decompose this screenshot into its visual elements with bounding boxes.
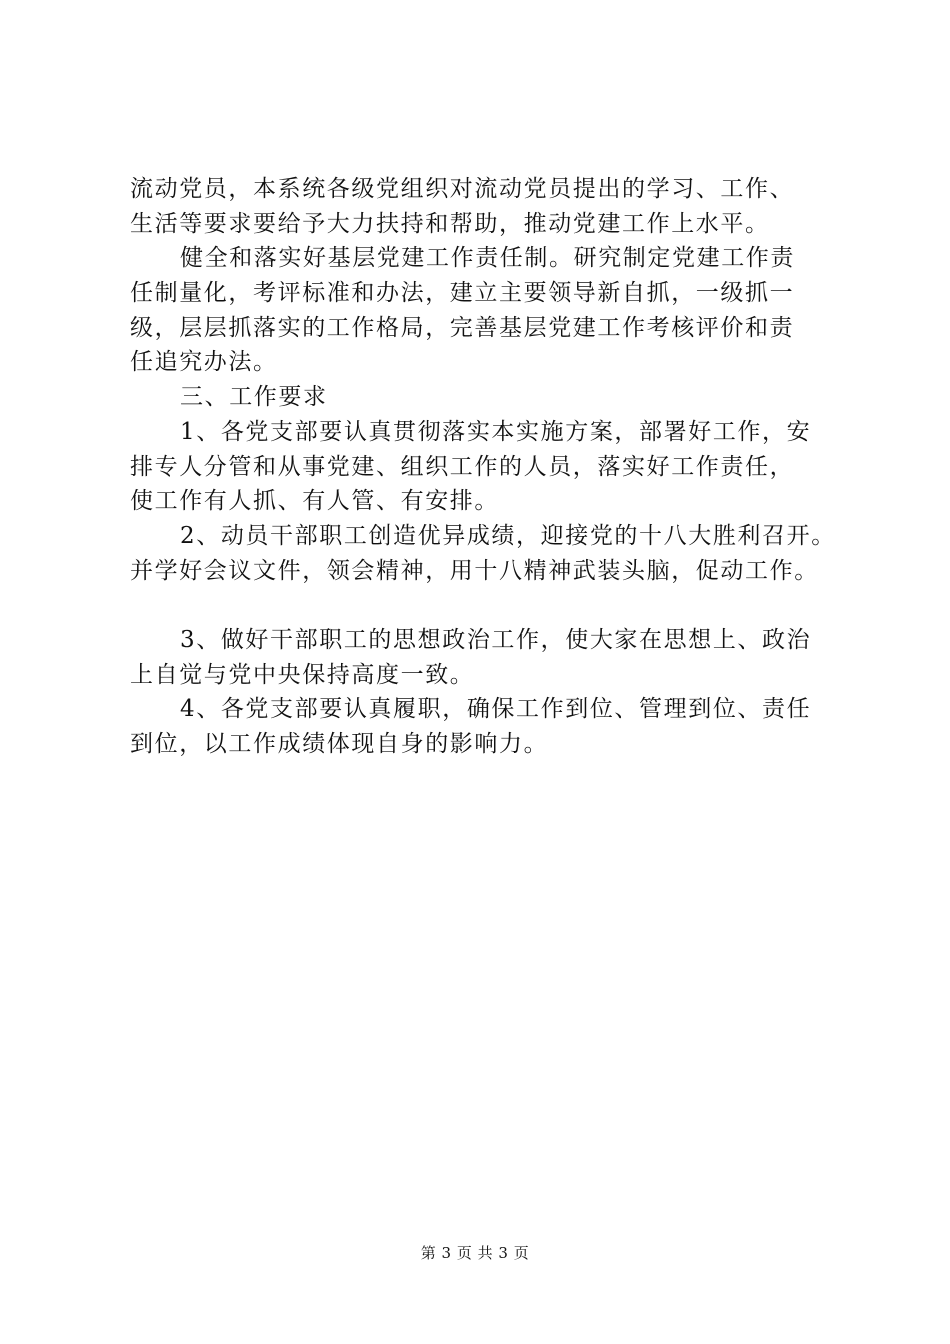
section-heading: 三、工作要求 (180, 384, 328, 411)
list-item-2-line: 2、动员干部职工创造优异成绩，迎接党的十八大胜利召开。 (180, 522, 836, 549)
text-line: 任制量化，考评标准和办法，建立主要领导新自抓，一级抓一 (130, 280, 795, 307)
list-item-3-line: 3、做好干部职工的思想政治工作，使大家在思想上、政治 (180, 626, 812, 653)
text-line: 级，层层抓落实的工作格局，完善基层党建工作考核评价和责 (130, 314, 795, 341)
text-line: 排专人分管和从事党建、组织工作的人员，落实好工作责任， (130, 453, 795, 480)
text-line: 使工作有人抓、有人管、有安排。 (130, 488, 499, 515)
text-line: 生活等要求要给予大力扶持和帮助，推动党建工作上水平。 (130, 210, 770, 237)
list-item-1-line: 1、各党支部要认真贯彻落实本实施方案，部署好工作，安 (180, 418, 812, 445)
page-number-footer: 第 3 页 共 3 页 (420, 1244, 530, 1262)
text-line: 流动党员，本系统各级党组织对流动党员提出的学习、工作、 (130, 176, 795, 202)
paragraph-start-line: 健全和落实好基层党建工作责任制。研究制定党建工作责 (180, 245, 795, 272)
list-item-4-line: 4、各党支部要认真履职，确保工作到位、管理到位、责任 (180, 696, 812, 723)
text-line: 到位，以工作成绩体现自身的影响力。 (130, 731, 549, 757)
text-line: 上自觉与党中央保持高度一致。 (130, 661, 475, 688)
text-line: 任追究办法。 (130, 349, 278, 376)
text-line: 并学好会议文件，领会精神，用十八精神武装头脑，促动工作。 (130, 557, 819, 584)
blank-line (130, 588, 840, 623)
document-body (130, 172, 840, 762)
